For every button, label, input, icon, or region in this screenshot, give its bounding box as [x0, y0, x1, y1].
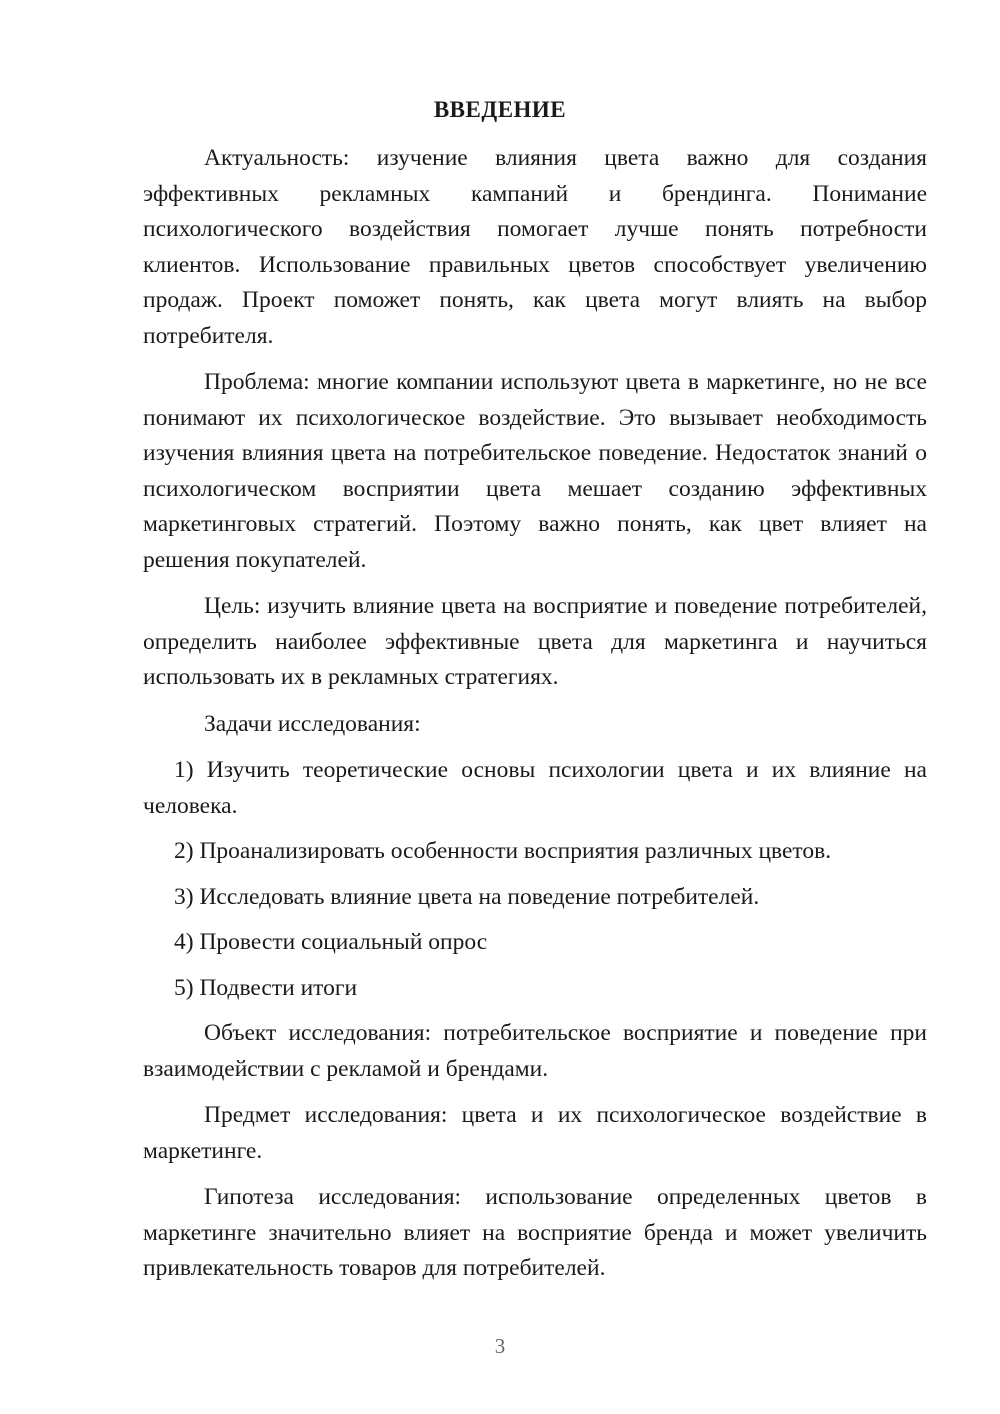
section-title: ВВЕДЕНИЕ [433, 97, 567, 122]
paragraph-goal: Цель: изучить влияние цвета на восприятие и поведение потребителей, определить наиболее эффективные цвета для маркетинга и научиться использовать их в рекламных стратегиях. [143, 593, 927, 690]
task-item: 2) Проанализировать особенности восприятия различных цветов. [174, 838, 832, 864]
paragraph-hypothesis: Гипотеза исследования: использование определенных цветов в маркетинге значительно влияет на восприятие бренда и может увеличить привлекательность товаров для потребителей. [143, 1184, 927, 1281]
task-item: 5) Подвести итоги [174, 974, 358, 1001]
paragraph-object: Объект исследования: потребительское восприятие и поведение при взаимодействии с рекламой и брендами. [143, 1020, 927, 1082]
task-item: 1) Изучить теоретические основы психологии цвета и их влияние на человека. [143, 757, 927, 819]
page-number: 3 [494, 1334, 506, 1358]
paragraph-problem: Проблема: многие компании используют цвета в маркетинге, но не все понимают их психологическое воздействие. Это вызывает необходимость изучения влияния цвета на потребительское поведение. Недостаток знаний о психологическом восприятии цвета мешает созданию эффективных маркетинговых стратегий. Поэтому важно понять, как цвет влияет на решения покупателей. [143, 369, 927, 573]
paragraph-subject: Предмет исследования: цвета и их психологическое воздействие в маркетинге. [143, 1102, 927, 1164]
task-item: 4) Провести социальный опрос [174, 929, 488, 955]
paragraph-relevance: Актуальность: изучение влияния цвета важно для создания эффективных рекламных кампаний и брендинга. Понимание психологического воздействия помогает лучше понять потребности клиентов. Использование правильных цветов способствует увеличению продаж. Проект поможет понять, как цвета могут влиять на выбор потребителя. [143, 145, 927, 349]
document-body [143, 141, 927, 1298]
paragraph-tasks-heading: Задачи исследования: [204, 710, 421, 737]
task-item: 3) Исследовать влияние цвета на поведение потребителей. [174, 883, 760, 910]
